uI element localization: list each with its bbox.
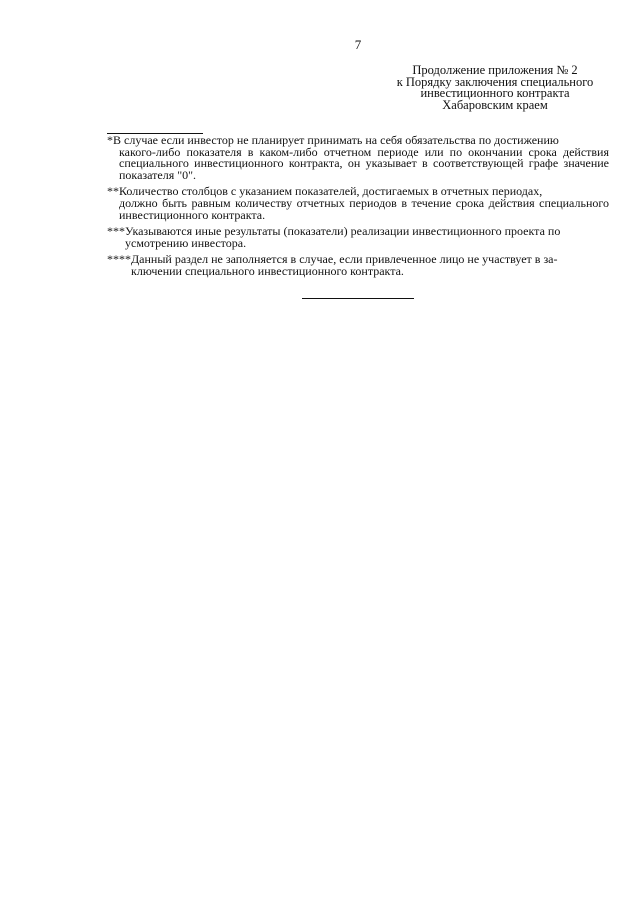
footnote-first-line: В случае если инвестор не планирует принимать на себя обязательства по достижению	[113, 133, 559, 147]
end-of-document-rule	[302, 298, 414, 299]
footnote-2	[107, 186, 609, 221]
footnote-first-line: Указываются иные результаты (показатели) реализации инвестиционного проекта по	[125, 224, 561, 239]
footnote-continuation: какого-либо показателя в каком-либо отчетном периоде или по окончании срока действия специального инвестиционного контракта, он указывает в соответствующей графе значение показателя "0".	[119, 144, 609, 182]
footnote-first-line: Количество столбцов с указанием показателей, достигаемых в отчетных периодах,	[119, 184, 543, 199]
page-number: 7	[354, 37, 362, 52]
header-line-region: Хабаровским краем	[442, 97, 548, 112]
footnote-3	[107, 226, 609, 249]
footnote-continuation: ключении специального инвестиционного контракта.	[131, 263, 404, 278]
header-line-continuation: Продолжение приложения № 2	[412, 63, 578, 77]
footnote-marker: **	[107, 184, 119, 199]
footnote-marker: ****	[107, 252, 131, 267]
footnote-4	[107, 254, 609, 277]
footnote-1	[107, 135, 609, 181]
footnote-marker: *	[107, 133, 113, 147]
footnotes	[107, 135, 609, 283]
footnote-first-line: Данный раздел не заполняется в случае, если привлеченное лицо не участвует в за-	[131, 252, 558, 267]
footnote-marker: ***	[107, 224, 125, 239]
header-line-procedure: к Порядку заключения специального	[396, 74, 594, 89]
footnote-continuation: усмотрению инвестора.	[125, 235, 247, 250]
header-line-contract: инвестиционного контракта	[420, 86, 570, 100]
appendix-header	[380, 65, 610, 111]
footnote-continuation: должно быть равным количеству отчетных периодов в течение срока действия специального инвестиционного контракта.	[119, 195, 609, 222]
